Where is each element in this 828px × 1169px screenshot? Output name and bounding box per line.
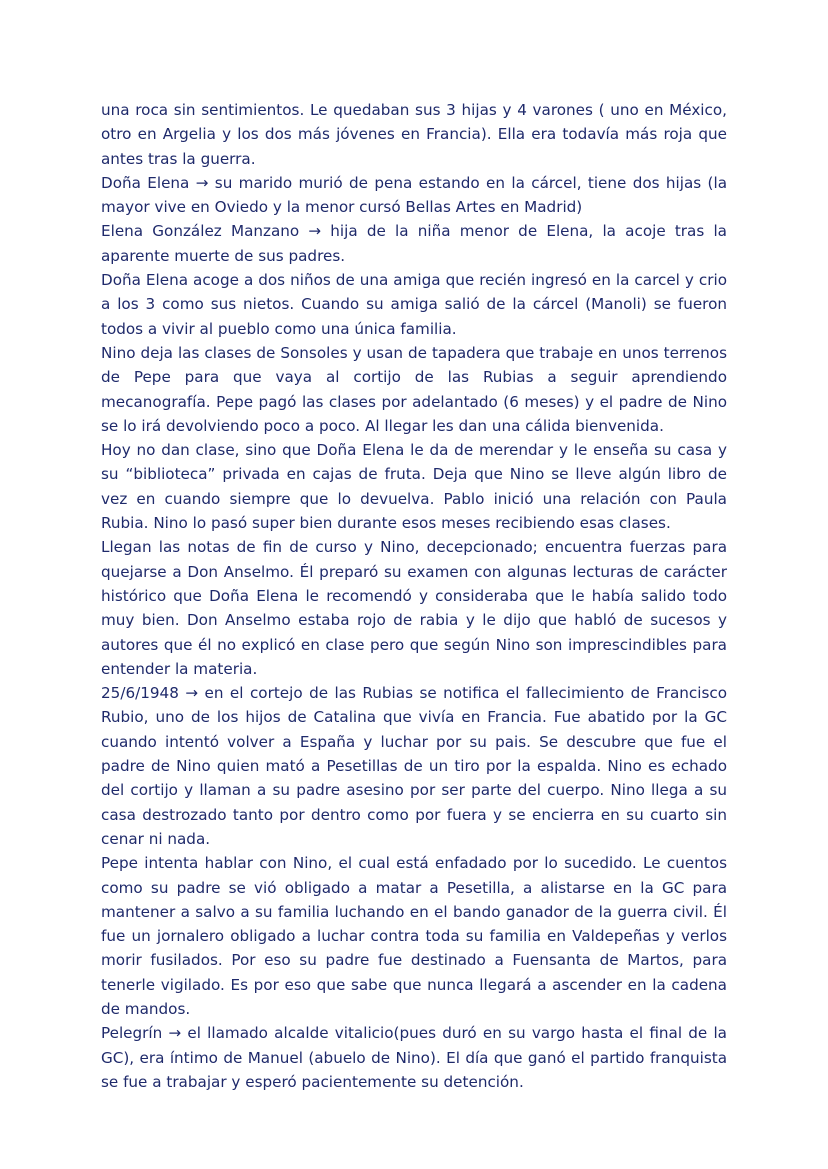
paragraph-8: 25/6/1948 → en el cortejo de las Rubias se notifica el fallecimiento de Francisco Rubio, uno de los hijos de Catalina que vivía en Francia. Fue abatido por la GC cuando intentó volver a España y luchar por su pais. Se descubre que fue el padre de Nino quien mató a Pesetillas de un tiro por la espalda. Nino es echado del cortijo y llaman a su padre asesino por ser parte del cuerpo. Nino llega a su casa destrozado tanto por dentro como por fuera y se encierra en su cuarto sin cenar ni nada. (101, 684, 727, 848)
paragraph-9: Pepe intenta hablar con Nino, el cual está enfadado por lo sucedido. Le cuentos como su padre se vió obligado a matar a Pesetilla, a alistarse en la GC para mantener a salvo a su familia luchando en el bando ganador de la guerra civil. Él fue un jornalero obligado a luchar contra toda su familia en Valdepeñas y verlos morir fusilados. Por eso su padre fue destinado a Fuensanta de Martos, para tenerle vigilado. Es por eso que sabe que nunca llegará a ascender en la cadena de mandos. (101, 854, 727, 1018)
paragraph-1: una roca sin sentimientos. Le quedaban sus 3 hijas y 4 varones ( uno en México, otro en Argelia y los dos más jóvenes en Francia). Ella era todavía más roja que antes tras la guerra. (101, 101, 727, 168)
paragraph-4: Doña Elena acoge a dos niños de una amiga que recién ingresó en la carcel y crio a los 3 como sus nietos. Cuando su amiga salió de la cárcel (Manoli) se fueron todos a vivir al pueblo como una única familia. (101, 271, 727, 338)
document-body (101, 98, 727, 1094)
paragraph-5: Nino deja las clases de Sonsoles y usan de tapadera que trabaje en unos terrenos de Pepe para que vaya al cortijo de las Rubias a seguir aprendiendo mecanografía. Pepe pagó las clases por adelantado (6 meses) y el padre de Nino se lo irá devolviendo poco a poco. Al llegar les dan una cálida bienvenida. (101, 343, 727, 435)
paragraph-3: Elena González Manzano → hija de la niña menor de Elena, la acoje tras la aparente muerte de sus padres. (101, 222, 727, 265)
paragraph-7: Llegan las notas de fin de curso y Nino, decepcionado; encuentra fuerzas para quejarse a Don Anselmo. Él preparó su examen con algunas lecturas de carácter histórico que Doña Elena le recomendó y consideraba que le había salido todo muy bien. Don Anselmo estaba rojo de rabia y le dijo que habló de sucesos y autores que él no explicó en clase pero que según Nino son imprescindibles para entender la materia. (101, 538, 727, 678)
paragraph-2: Doña Elena → su marido murió de pena estando en la cárcel, tiene dos hijas (la mayor vive en Oviedo y la menor cursó Bellas Artes en Madrid) (101, 173, 727, 217)
paragraph-10: Pelegrín → el llamado alcalde vitalicio(pues duró en su vargo hasta el final de la GC), era íntimo de Manuel (abuelo de Nino). El día que ganó el partido franquista se fue a trabajar y esperó pacientemente su detención. (101, 1024, 727, 1091)
paragraph-6: Hoy no dan clase, sino que Doña Elena le da de merendar y le enseña su casa y su “biblioteca” privada en cajas de fruta. Deja que Nino se lleve algún libro de vez en cuando siempre que lo devuelva. Pablo inició una relación con Paula Rubia. Nino lo pasó super bien durante esos meses recibiendo esas clases. (101, 441, 727, 533)
